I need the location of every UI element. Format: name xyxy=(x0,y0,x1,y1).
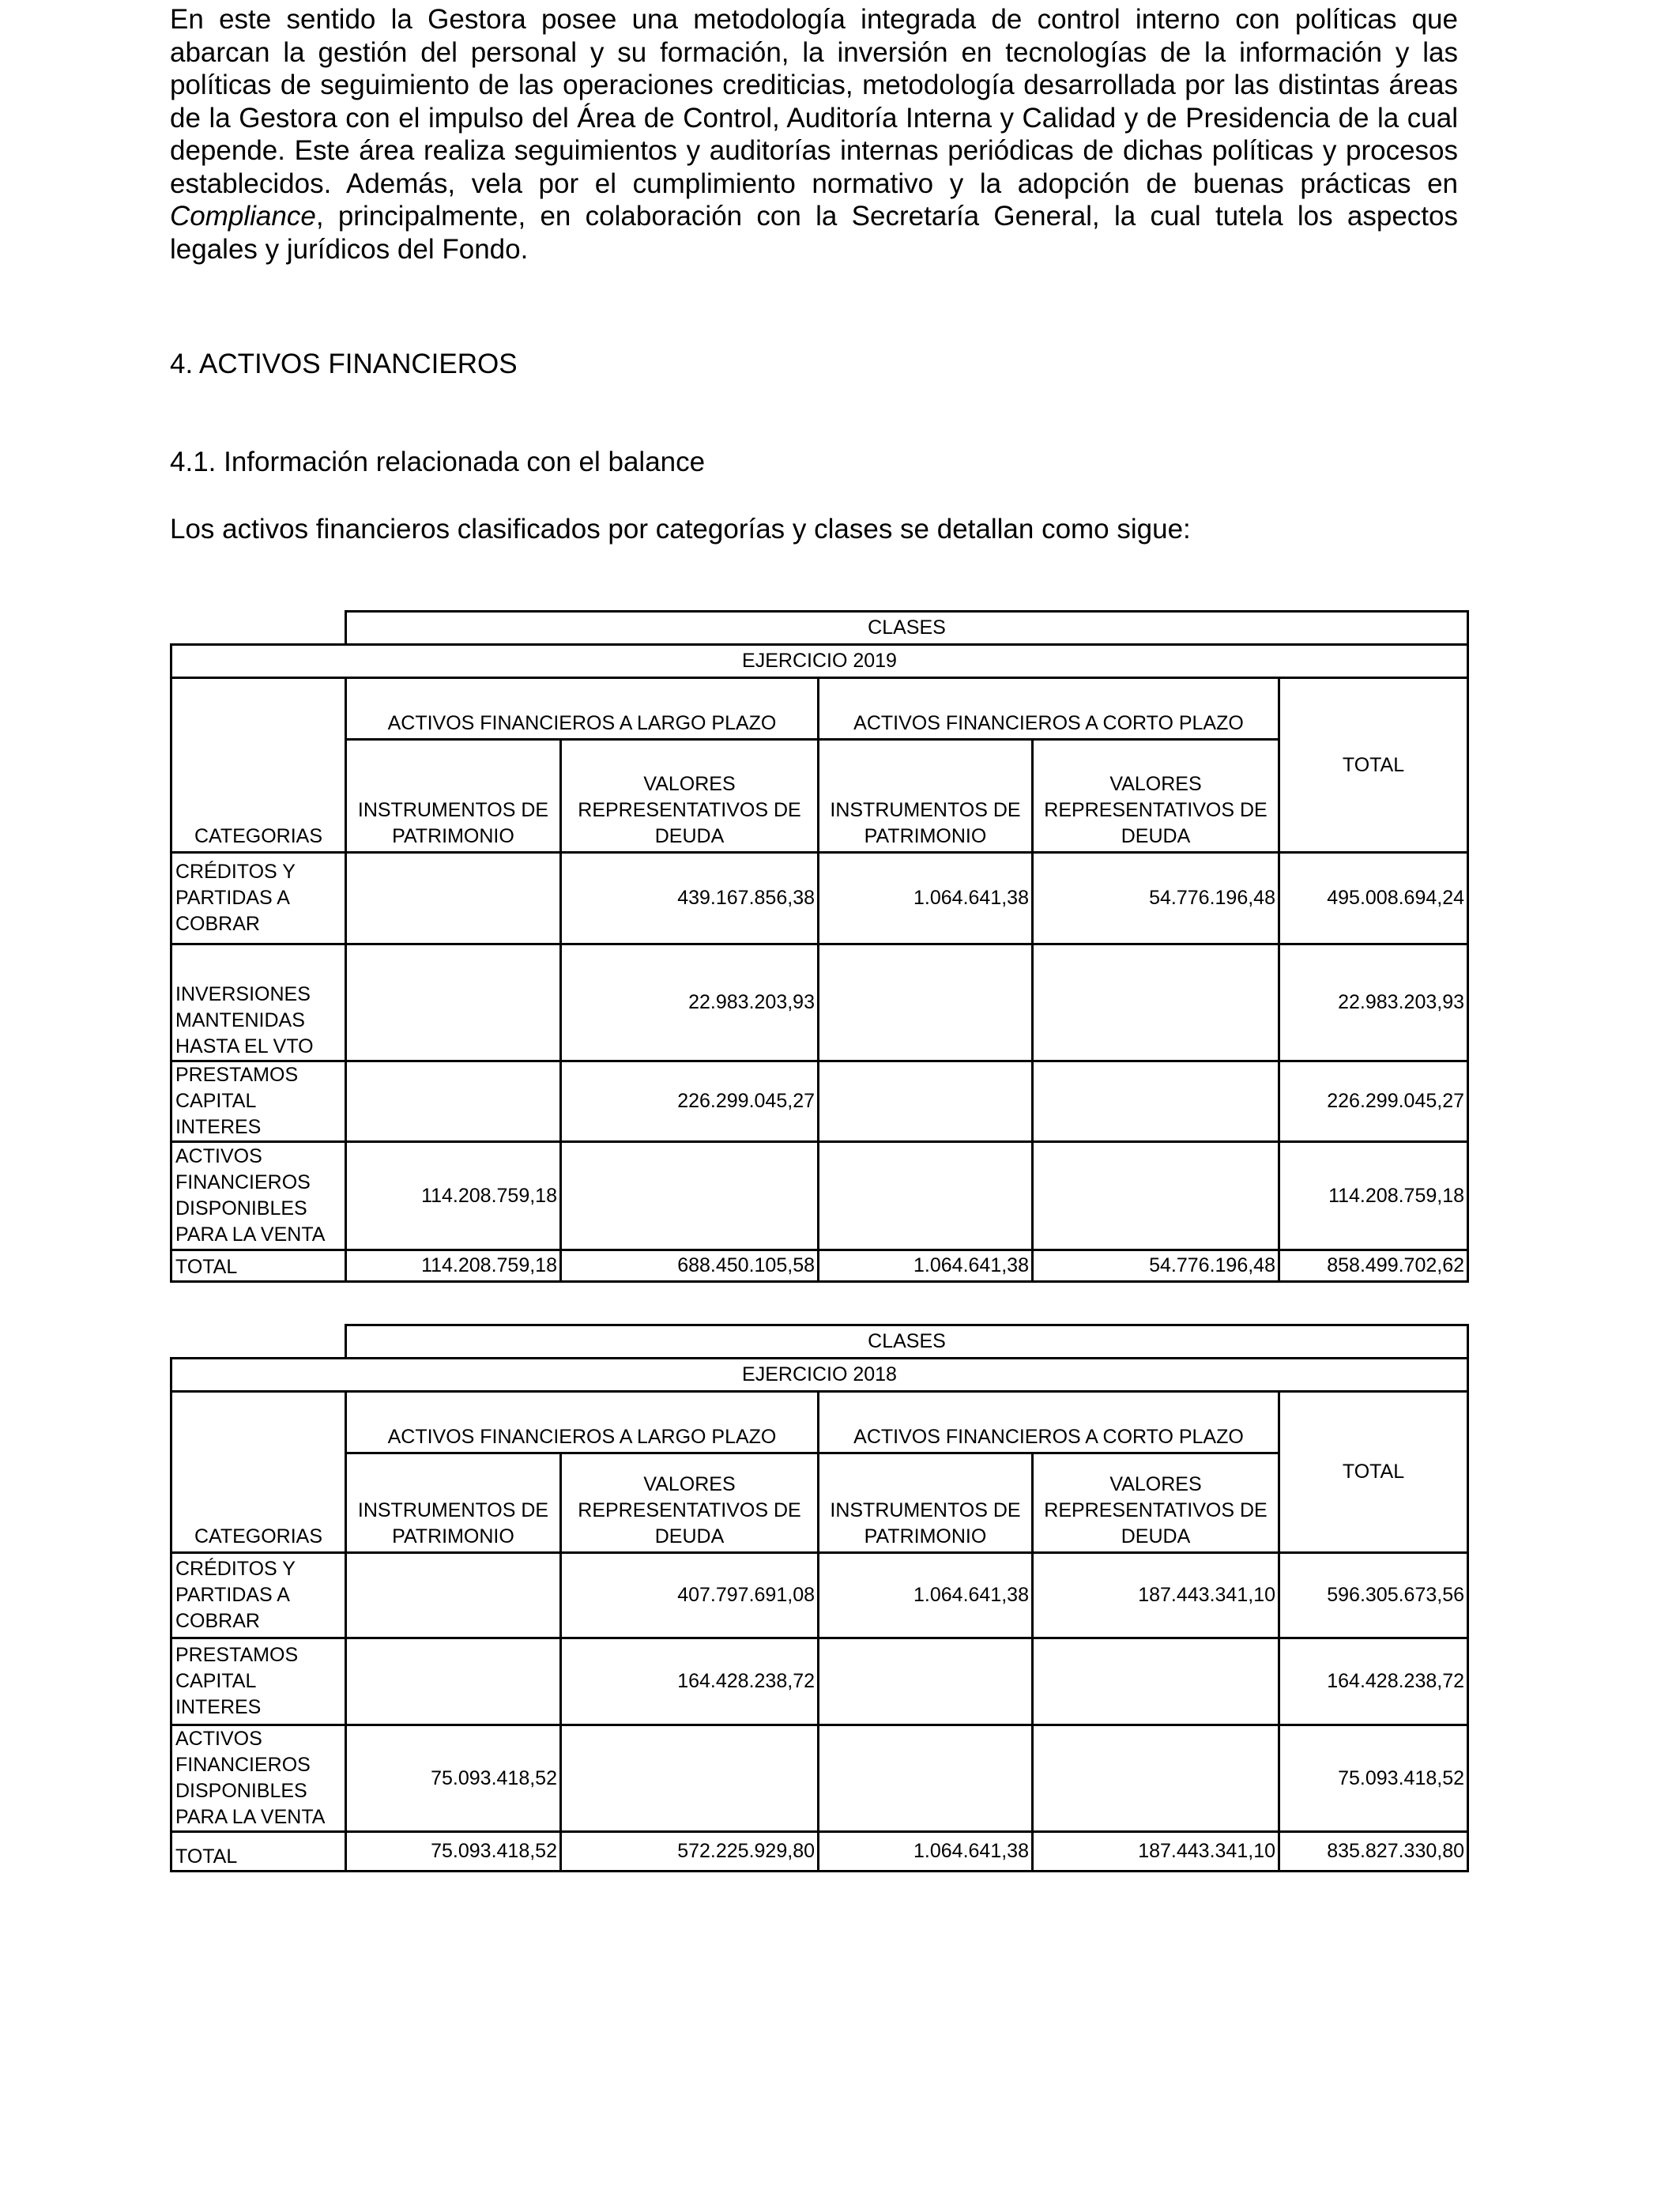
cell-total: 164.428.238,72 xyxy=(1279,1638,1468,1725)
subheader-patrimonio-lp: INSTRUMENTOS DE PATRIMONIO xyxy=(346,1453,561,1553)
cell-total: 22.983.203,93 xyxy=(1279,944,1468,1061)
cell-lp-deuda: 22.983.203,93 xyxy=(561,944,819,1061)
subheader-deuda-cp: VALORES REPRESENTATIVOS DE DEUDA xyxy=(1033,740,1279,853)
cell-total: 114.208.759,18 xyxy=(1279,1142,1468,1250)
clases-header: CLASES xyxy=(346,1325,1468,1359)
cell-cp-deuda xyxy=(1033,944,1279,1061)
ejercicio-header: EJERCICIO 2018 xyxy=(171,1359,1468,1392)
table-corner-blank xyxy=(171,612,346,645)
cell-lp-patrimonio xyxy=(346,944,561,1061)
cell-cp-patrimonio xyxy=(819,944,1033,1061)
table-row xyxy=(171,1061,1468,1142)
table-row xyxy=(171,1725,1468,1832)
cell-total: 596.305.673,56 xyxy=(1279,1553,1468,1638)
cell-cp-patrimonio xyxy=(819,1142,1033,1250)
cell-cp-patrimonio xyxy=(819,1725,1033,1832)
cell-lp-deuda: 164.428.238,72 xyxy=(561,1638,819,1725)
cell-cp-deuda xyxy=(1033,1638,1279,1725)
long-term-group-header: ACTIVOS FINANCIEROS A LARGO PLAZO xyxy=(346,678,819,740)
row-label: ACTIVOS FINANCIEROS DISPONIBLES PARA LA VENTA xyxy=(171,1142,346,1250)
cell-total: 495.008.694,24 xyxy=(1279,853,1468,944)
total-header: TOTAL xyxy=(1279,1392,1468,1553)
intro-text-start: En este sentido la Gestora posee una metodología integrada de control interno con políticas que abarcan la gestión del personal y su formación, la inversión en tecnologías de la información y las políticas de seguimiento de las operaciones crediticias, metodología desarrollada por las distintas áreas de la Gestora con el impulso del Área de Control, Auditoría Interna y Calidad y de Presidencia de la cual depende. Este área realiza seguimientos y auditorías internas periódicas de dichas políticas y procesos establecidos. Además, vela por el cumplimiento normativo y la adopción de buenas prácticas en xyxy=(170,4,1458,199)
table-total-row xyxy=(171,1250,1468,1282)
cell-cp-deuda xyxy=(1033,1725,1279,1832)
cell-total: 75.093.418,52 xyxy=(1279,1725,1468,1832)
cell-total: 835.827.330,80 xyxy=(1279,1832,1468,1872)
row-label: TOTAL xyxy=(171,1250,346,1282)
cell-cp-patrimonio: 1.064.641,38 xyxy=(819,853,1033,944)
cell-lp-patrimonio xyxy=(346,1638,561,1725)
row-label: PRESTAMOS CAPITAL INTERES xyxy=(171,1638,346,1725)
row-label: CRÉDITOS Y PARTIDAS A COBRAR xyxy=(171,853,346,944)
subsection-title: 4.1. Información relacionada con el balance xyxy=(170,447,706,477)
cell-cp-deuda xyxy=(1033,1142,1279,1250)
table-row xyxy=(171,853,1468,944)
subheader-patrimonio-lp: INSTRUMENTOS DE PATRIMONIO xyxy=(346,740,561,853)
row-label: CRÉDITOS Y PARTIDAS A COBRAR xyxy=(171,1553,346,1638)
subheader-patrimonio-cp: INSTRUMENTOS DE PATRIMONIO xyxy=(819,1453,1033,1553)
cell-total: 226.299.045,27 xyxy=(1279,1061,1468,1142)
table-row xyxy=(171,1638,1468,1725)
clases-header: CLASES xyxy=(346,612,1468,645)
total-header: TOTAL xyxy=(1279,678,1468,853)
row-label: ACTIVOS FINANCIEROS DISPONIBLES PARA LA VENTA xyxy=(171,1725,346,1832)
cell-total: 858.499.702,62 xyxy=(1279,1250,1468,1282)
row-label: INVERSIONES MANTENIDAS HASTA EL VTO xyxy=(171,944,346,1061)
cell-cp-patrimonio xyxy=(819,1638,1033,1725)
lead-text: Los activos financieros clasificados por categorías y clases se detallan como sigue: xyxy=(170,514,1191,545)
table-corner-blank xyxy=(171,1325,346,1359)
ejercicio-header: EJERCICIO 2019 xyxy=(171,645,1468,678)
cell-lp-deuda: 688.450.105,58 xyxy=(561,1250,819,1282)
table-row xyxy=(171,1553,1468,1638)
long-term-group-header: ACTIVOS FINANCIEROS A LARGO PLAZO xyxy=(346,1392,819,1453)
cell-lp-patrimonio xyxy=(346,853,561,944)
cell-cp-deuda xyxy=(1033,1061,1279,1142)
cell-cp-patrimonio: 1.064.641,38 xyxy=(819,1832,1033,1872)
cell-lp-patrimonio: 114.208.759,18 xyxy=(346,1250,561,1282)
intro-text-italic: Compliance xyxy=(170,201,316,232)
table-row xyxy=(171,944,1468,1061)
cell-lp-patrimonio xyxy=(346,1553,561,1638)
cell-cp-deuda: 187.443.341,10 xyxy=(1033,1832,1279,1872)
cell-lp-deuda: 572.225.929,80 xyxy=(561,1832,819,1872)
section-title: 4. ACTIVOS FINANCIEROS xyxy=(170,349,518,379)
categorias-header: CATEGORIAS xyxy=(171,1392,346,1553)
table-total-row xyxy=(171,1832,1468,1872)
cell-cp-deuda: 54.776.196,48 xyxy=(1033,1250,1279,1282)
row-label: TOTAL xyxy=(171,1832,346,1872)
subheader-deuda-lp: VALORES REPRESENTATIVOS DE DEUDA xyxy=(561,740,819,853)
cell-lp-deuda: 407.797.691,08 xyxy=(561,1553,819,1638)
subheader-deuda-lp: VALORES REPRESENTATIVOS DE DEUDA xyxy=(561,1453,819,1553)
cell-cp-deuda: 187.443.341,10 xyxy=(1033,1553,1279,1638)
short-term-group-header: ACTIVOS FINANCIEROS A CORTO PLAZO xyxy=(819,1392,1279,1453)
assets-table-2019 xyxy=(170,610,1469,1283)
cell-lp-patrimonio: 75.093.418,52 xyxy=(346,1832,561,1872)
cell-lp-deuda xyxy=(561,1142,819,1250)
subheader-patrimonio-cp: INSTRUMENTOS DE PATRIMONIO xyxy=(819,740,1033,853)
cell-lp-deuda: 439.167.856,38 xyxy=(561,853,819,944)
cell-lp-deuda: 226.299.045,27 xyxy=(561,1061,819,1142)
intro-text-end: , principalmente, en colaboración con la Secretaría General, la cual tutela los aspectos legales y jurídicos del Fondo. xyxy=(170,201,1458,265)
subheader-deuda-cp: VALORES REPRESENTATIVOS DE DEUDA xyxy=(1033,1453,1279,1553)
cell-cp-deuda: 54.776.196,48 xyxy=(1033,853,1279,944)
intro-paragraph xyxy=(170,3,1458,266)
categorias-header: CATEGORIAS xyxy=(171,678,346,853)
assets-table-2018 xyxy=(170,1324,1469,1872)
cell-lp-patrimonio: 75.093.418,52 xyxy=(346,1725,561,1832)
table-row xyxy=(171,1142,1468,1250)
short-term-group-header: ACTIVOS FINANCIEROS A CORTO PLAZO xyxy=(819,678,1279,740)
cell-cp-patrimonio xyxy=(819,1061,1033,1142)
cell-cp-patrimonio: 1.064.641,38 xyxy=(819,1250,1033,1282)
cell-lp-deuda xyxy=(561,1725,819,1832)
cell-lp-patrimonio xyxy=(346,1061,561,1142)
row-label: PRESTAMOS CAPITAL INTERES xyxy=(171,1061,346,1142)
cell-cp-patrimonio: 1.064.641,38 xyxy=(819,1553,1033,1638)
cell-lp-patrimonio: 114.208.759,18 xyxy=(346,1142,561,1250)
